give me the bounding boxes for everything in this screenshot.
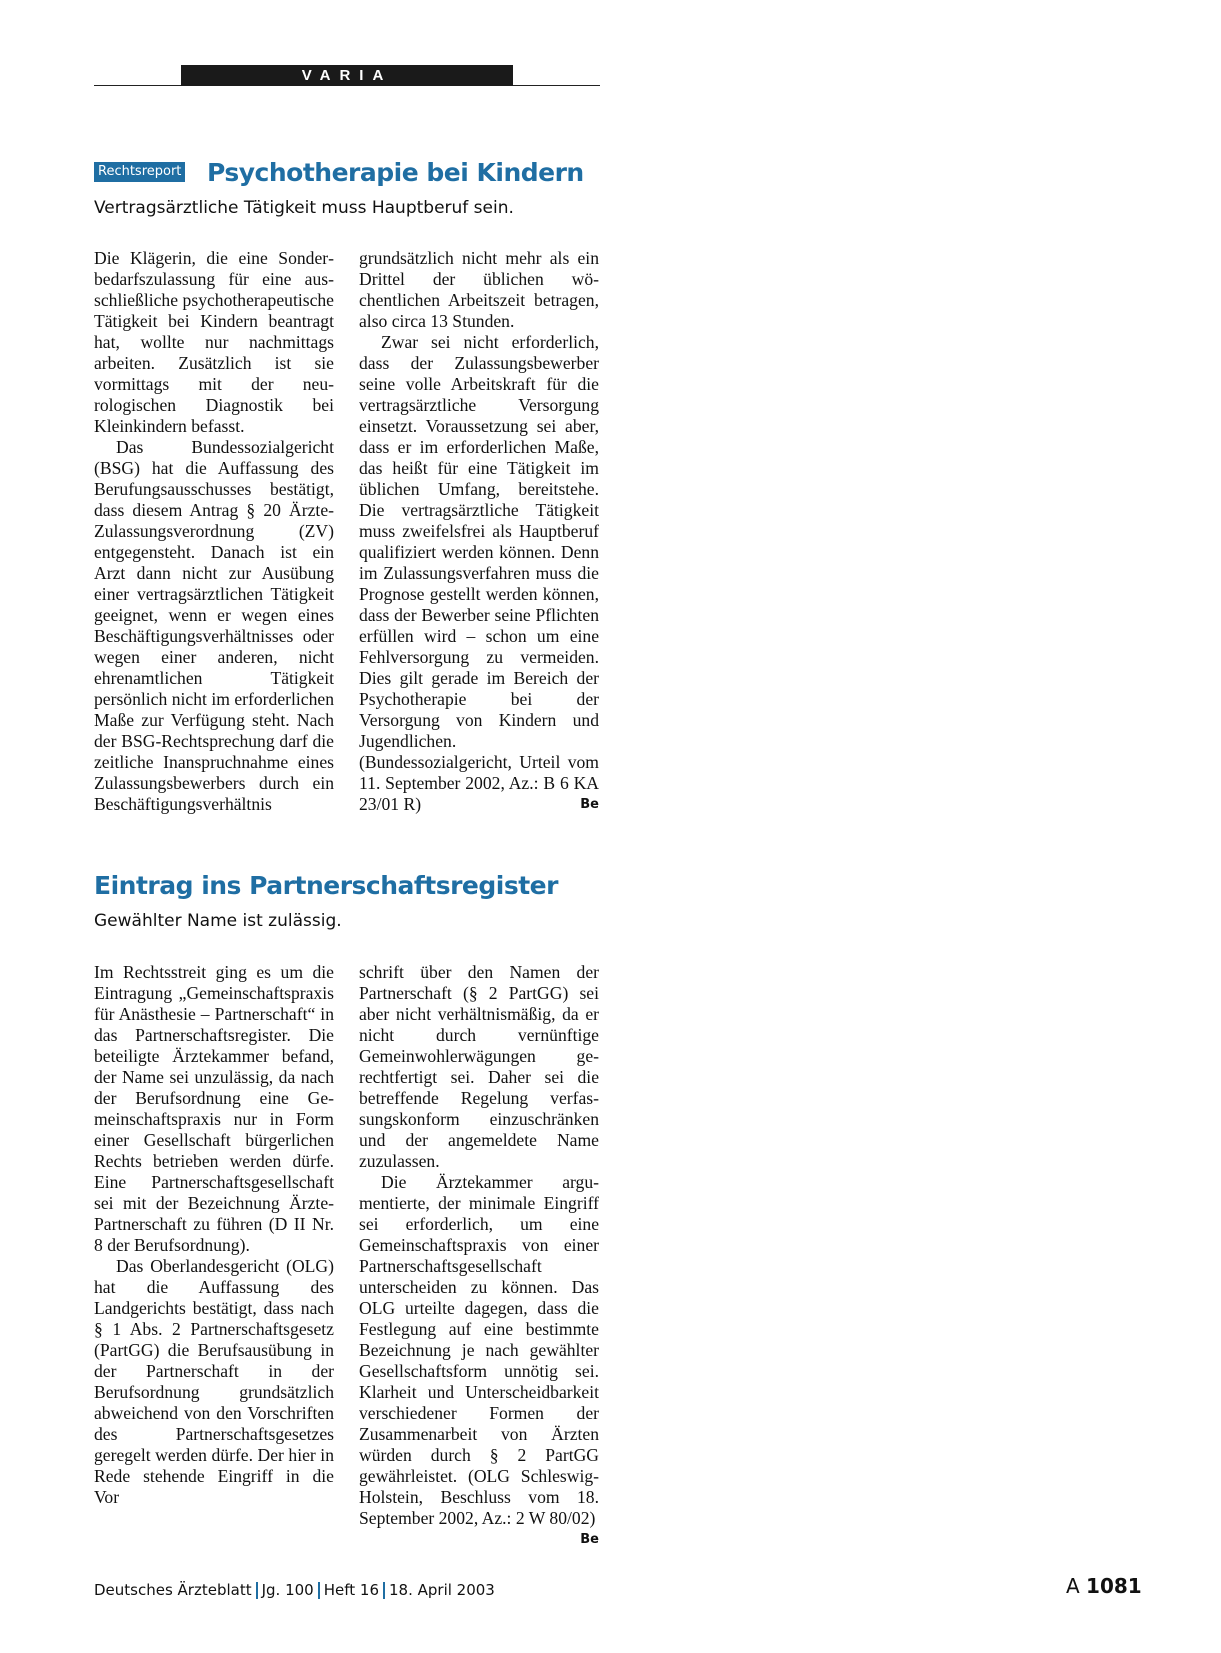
rubric-tag: Rechtsreport — [94, 162, 185, 182]
article-subtitle: Vertragsärztliche Tätigkeit muss Hauptberuf sein. — [94, 198, 514, 218]
paragraph: schrift über den Namen der Partnerschaft (§ 2 PartGG) sei aber nicht verhältnismäßig, da er nicht durch vernünftige Gemeinwohlerwägungen gerechtfertigt sei. Daher sei die betreffende Regelung verfassungskonform einzuschränken und der angemeldete Name zuzulassen. — [359, 962, 599, 1171]
paragraph-text: Die Ärztekammer argumentierte, der minimale Eingriff sei erforderlich, um eine Gemeinschaftspraxis von einer Partnerschaftsgesellschaft unterscheiden zu können. Das OLG urteilte dagegen, dass die Festlegung auf eine bestimmte Bezeichnung je nach gewählter Gesellschaftsform unnötig sei. Klarheit und Unterscheidbarkeit verschiedener Formen der Zusammenarbeit von Ärzten würden durch § 2 PartGG gewährleistet. (OLG Schleswig-Holstein, Beschluss vom 18. September 2002, Az.: 2 W 80/02) — [359, 1172, 599, 1528]
paragraph: Das Oberlandesgericht (OLG) hat die Auffassung des Landgerichts bestätigt, dass nach § 1 Abs. 2 Partnerschaftsgesetz (PartGG) die Berufsausübung in der Partnerschaft in der Berufsordnung grundsätzlich abweichend von den Vorschriften des Partnerschaftsgesetzes geregelt werden dürfe. Der hier in Rede stehende Eingriff in die Vor — [94, 1256, 334, 1507]
paragraph: Im Rechtsstreit ging es um die Eintragung „Gemeinschaftspraxis für Anästhesie – Partnerschaft“ in das Partnerschaftsregister. Die beteiligte Ärztekammer befand, der Name sei unzulässig, da nach der Berufsordnung eine Gemeinschaftspraxis nur in Form einer Gesellschaft bürgerlichen Rechts betrieben werden dürfe. Eine Partnerschaftsgesellschaft sei mit der Bezeichnung Ärzte-Partnerschaft zu führen (D II Nr. 8 der Berufsordnung). — [94, 962, 334, 1255]
article-subtitle: Gewählter Name ist zulässig. — [94, 911, 342, 931]
author-signature: Be — [580, 797, 599, 812]
issue-date: 18. April 2003 — [389, 1581, 495, 1599]
article2-column-2 — [359, 962, 599, 1550]
paragraph: grundsätzlich nicht mehr als ein Drittel der üblichen wöchentlichen Arbeitszeit betragen, also circa 13 Stunden. — [359, 248, 599, 331]
footer-separator — [318, 1582, 320, 1599]
footer-separator — [256, 1582, 258, 1599]
author-signature: Be — [580, 1532, 599, 1547]
article2-column-1 — [94, 962, 334, 1508]
article-title: Eintrag ins Partnerschaftsregister — [94, 871, 558, 900]
paragraph — [359, 332, 599, 815]
paragraph: Das Bundessozialgericht (BSG) hat die Auffassung des Berufungsausschusses bestätigt, dass diesem Antrag § 20 Ärzte-Zulassungsverordnung (ZV) entgegensteht. Danach ist ein Arzt dann nicht zur Ausübung einer vertragsärztlichen Tätigkeit geeignet, wenn er wegen eines Beschäftigungsverhältnisses oder wegen einer anderen, nicht ehrenamtlichen Tätigkeit persönlich nicht im erforderlichen Maße zur Verfügung steht. Nach der BSG-Rechtsprechung darf die zeitliche Inanspruchnahme eines Zulassungsbewerbers durch ein Beschäftigungsverhältnis — [94, 437, 334, 814]
page-footer — [94, 1581, 495, 1599]
page-number — [1066, 1574, 1142, 1598]
paragraph — [359, 1172, 599, 1547]
paragraph-text: Zwar sei nicht erforderlich, dass der Zulassungsbewerber seine volle Arbeitskraft für die vertragsärztliche Versorgung einsetzt. Voraussetzung sei aber, dass er im erforderlichen Maße, das heißt für eine Tätigkeit im üblichen Umfang, bereitstehe. Die vertragsärztliche Tätigkeit muss zweifelsfrei als Hauptberuf qualifiziert werden können. Denn im Zulassungsverfahren muss die Prognose gestellt werden können, dass der Bewerber seine Pflichten erfüllen wird – schon um eine Fehlversorgung zu vermeiden. Dies gilt gerade im Bereich der Psychotherapie bei der Versorgung von Kindern und Jugendlichen. (Bundessozialgericht, Urteil vom 11. September 2002, Az.: B 6 KA 23/01 R) — [359, 332, 599, 814]
page-prefix: A — [1066, 1574, 1080, 1598]
journal-issue: Heft 16 — [323, 1581, 379, 1599]
article1-column-2 — [359, 248, 599, 815]
article1-column-1 — [94, 248, 334, 815]
journal-name: Deutsches Ärzteblatt — [94, 1581, 252, 1599]
journal-volume: Jg. 100 — [261, 1581, 314, 1599]
article-title: Psychotherapie bei Kindern — [207, 158, 584, 187]
paragraph: Die Klägerin, die eine Sonderbedarfszulassung für eine ausschließliche psychotherapeutische Tätigkeit bei Kindern beantragt hat, wollte nur nachmittags arbeiten. Zusätzlich ist sie vormittags mit der neurologischen Diagnostik bei Kleinkindern befasst. — [94, 248, 334, 436]
footer-separator — [383, 1582, 385, 1599]
page-number-value: 1081 — [1086, 1574, 1142, 1598]
section-header: VARIA — [181, 65, 513, 86]
